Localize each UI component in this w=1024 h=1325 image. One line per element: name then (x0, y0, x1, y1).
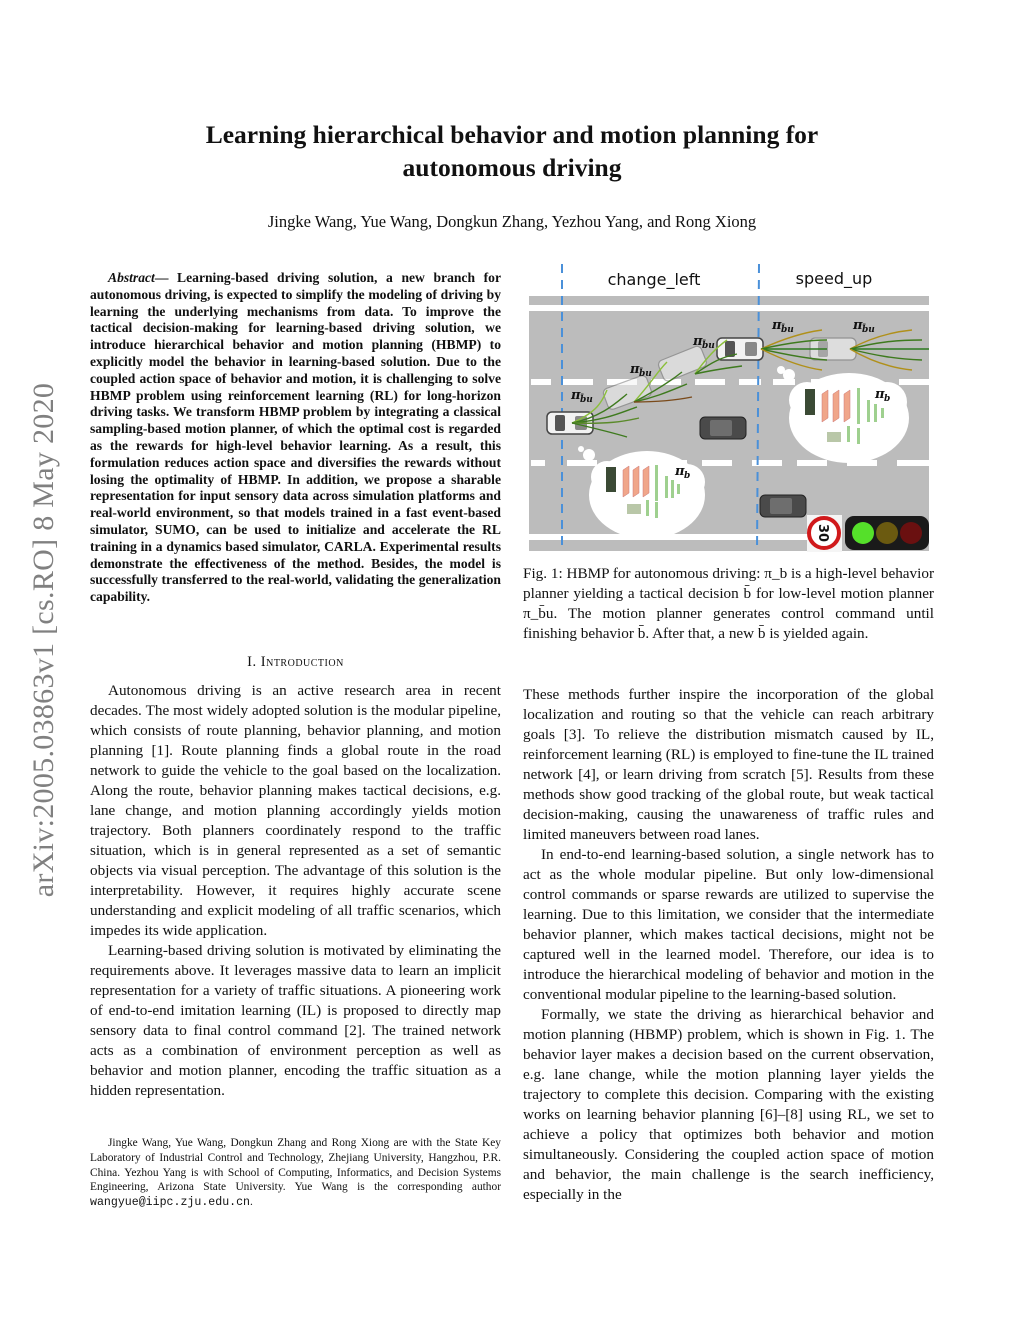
camera-input-thumbnail (805, 389, 815, 415)
svg-text:b̄u: b̄u (580, 395, 593, 405)
speed-limit-sign-icon (807, 515, 842, 552)
map-input-thumbnail (827, 432, 841, 442)
camera-input-thumbnail (606, 467, 616, 492)
other-vehicle-icon (760, 495, 806, 517)
driving-scene-illustration (527, 262, 933, 554)
behavior-label-change-left: change_left (607, 270, 701, 289)
paragraph: These methods further inspire the incorporation of the global localization and routing so that the vehicle can reach arbitrary goals [3]. To relieve the distribution mismatch caused by IL, reinforcement learning (RL) is employed to fine-tune the IL trained network [4], or learn driving from scratch [5]. Results from these methods show good tracking of the global route, but weak tactical decision-making, causing the unawareness of traffic rules and limited maneuvers between road lanes. (523, 686, 934, 843)
svg-text:π: π (675, 464, 685, 479)
figure-1-caption (523, 564, 934, 644)
abstract-dash: — (154, 270, 178, 285)
traffic-light-amber-lamp (876, 522, 898, 544)
author-list: Jingke Wang, Yue Wang, Dongkun Zhang, Yezhou Yang, and Rong Xiong (267, 212, 757, 231)
traffic-light-red-lamp (900, 522, 922, 544)
intro-left-column (90, 681, 501, 1101)
traffic-light-green-lamp (852, 522, 874, 544)
svg-text:b: b (684, 471, 691, 481)
author-affiliation-footnote: Jingke Wang, Yue Wang, Dongkun Zhang and Rong Xiong are with the State Key Laboratory of Industrial Control and Technology, Zhejiang University, Hangzhou, P.R. China. Yezhou Yang is with School of Computing, Informatics, and Decision Systems Engineering, Arizona State University. Yue Wang is the corresponding author wangyue@iipc.zju.edu.cn. (90, 1137, 501, 1210)
arxiv-id-text: arXiv:2005.03863v1 [cs.RO] 8 May 2020 (27, 382, 60, 898)
svg-text:b̄u: b̄u (781, 325, 794, 335)
caption-label: Fig. 1: (523, 565, 563, 582)
title-line-1: Learning hierarchical behavior and motion planning for (205, 120, 819, 149)
behavior-label-speed-up: speed_up (795, 269, 873, 288)
ego-car-icon (717, 338, 763, 360)
svg-text:π: π (772, 318, 782, 333)
conv-layers-icon (623, 466, 649, 497)
corresponding-email[interactable]: wangyue@iipc.zju.edu.cn (90, 1196, 251, 1210)
svg-text:b̄u: b̄u (862, 325, 875, 335)
svg-text:π: π (853, 318, 863, 333)
intro-right-column (523, 685, 934, 1205)
paper-title (120, 118, 904, 184)
svg-text:30: 30 (815, 523, 830, 543)
conv-layers-icon (822, 390, 850, 422)
paragraph: Autonomous driving is an active research area in recent decades. The most widely adopted solution is the modular pipeline, which consists of route planning, behavior planning, and motion planning [1]. Route planning finds a global route in the road network to guide the vehicle to the goal based on the localization. Along the route, behavior planning makes tactical decisions, e.g. lane change, and motion planning accordingly yields motion trajectory. Both planners coordinately respond to the traffic situation, which is in general represented as a set of semantic objects via visual perception. The advantage of this solution is the interpretability. However, it requires highly accurate scene understanding and explicit modeling of all traffic scenarios, which impedes its wide application. (90, 682, 501, 939)
section-heading-introduction (90, 654, 501, 671)
traffic-light-icon (845, 516, 929, 550)
svg-text:b̄u: b̄u (639, 369, 652, 379)
svg-text:π: π (875, 387, 885, 402)
paragraph: Learning-based driving solution is motivated by eliminating the requirements above. It leverages massive data to learn an implicit representation for a variety of traffic situations. A pioneering work of end-to-end imitation learning (IL) is proposed to directly map sensory data to final control command [2]. The trained network acts as a combination of environment perception as well as behavior and motion planner, encoding the traffic situation as a hidden representation. (90, 942, 501, 1099)
svg-text:b: b (884, 394, 891, 404)
section-title: Introduction (260, 654, 344, 670)
figure-1-hbmp-diagram (527, 262, 933, 554)
abstract (90, 270, 501, 606)
lane-divider-lower (531, 460, 929, 466)
svg-text:b̄u: b̄u (702, 341, 715, 351)
road-edge-line-top (529, 305, 929, 311)
svg-text:π: π (693, 334, 703, 349)
paragraph: In end-to-end learning-based solution, a single network has to act as the whole modular pipeline. But only low-dimensional control commands or sparse rewards are utilized to supervise the learning. Due to this limitation, we consider that the intermediate behavior planner, which makes tactical decisions, might not be captured well in the learned model. Therefore, our idea is to introduce the hierarchical modeling of behavior and motion in the conventional modular pipeline to the learning-based solution. (523, 846, 934, 1003)
caption-text: HBMP for autonomous driving: π_b is a high-level behavior planner yielding a tactical decision b̄ for low-level motion planner π_b̄u. The motion planner generates control command until finishing behavior b̄. After that, a new b̄ is yielded again. (523, 565, 935, 642)
paragraph: Formally, we state the driving as hierarchical behavior and motion planning (HBMP) problem, which is shown in Fig. 1. The behavior layer makes a decision based on the current observation, e.g. lane change, while the motion planning layer yields the trajectory to complete this decision. Comparing with the existing works on learning behavior planning [6]–[8] using RL, we set to achieve a policy that optimizes both behavior and motion simultaneously. Considering the coupled action space of motion and behavior, the main challenge is the search inefficiency, especially in the (523, 1006, 934, 1203)
svg-text:π: π (630, 362, 640, 377)
abstract-text: Learning-based driving solution, a new branch for autonomous driving, is expected to simplify the modeling of driving by learning the underlying mechanisms from data. To improve the tactical decision-making for learning-based driving solution, we introduce hierarchical behavior and motion planning (HBMP) to explicitly model the behavior in learning-based solution. Due to the coupled action space of behavior and motion, it is challenging to solve HBMP problem using reinforcement learning (RL) for long-horizon driving tasks. We transform HBMP problem by integrating a classical sampling-based motion planner, of which the optimal cost is regarded as the rewards for high-level behavior learning. As a result, this formulation reduces action space and diversifies the rewards without losing the optimality of HBMP. In addition, we propose a sharable representation for input sensory data across simulation platforms and real-world environment, so that models trained in a fast event-based simulator, SUMO, can be used to initialize and accelerate the RL training in a dynamics based simulator, CARLA. Experimental results demonstrate the effectiveness of the method. Besides, the model is successfully transferred to the real-world, validating the generalization capability. (90, 270, 501, 605)
other-vehicle-icon (700, 417, 746, 439)
title-line-2: autonomous driving (402, 153, 622, 182)
arxiv-identifier-stamp (14, 350, 74, 930)
section-number: I. (247, 654, 257, 670)
footnote-text: Jingke Wang, Yue Wang, Dongkun Zhang and Rong Xiong are with the State Key Laboratory of Industrial Control and Technology, Zhejiang University, Hangzhou, P.R. China. Yezhou Yang is with School of Computing, Informatics, and Decision Systems Engineering, Arizona State University. Yue Wang is the corresponding author (90, 1137, 501, 1194)
svg-text:π: π (571, 388, 581, 403)
abstract-label: Abstract (108, 270, 155, 285)
map-input-thumbnail (627, 504, 641, 514)
